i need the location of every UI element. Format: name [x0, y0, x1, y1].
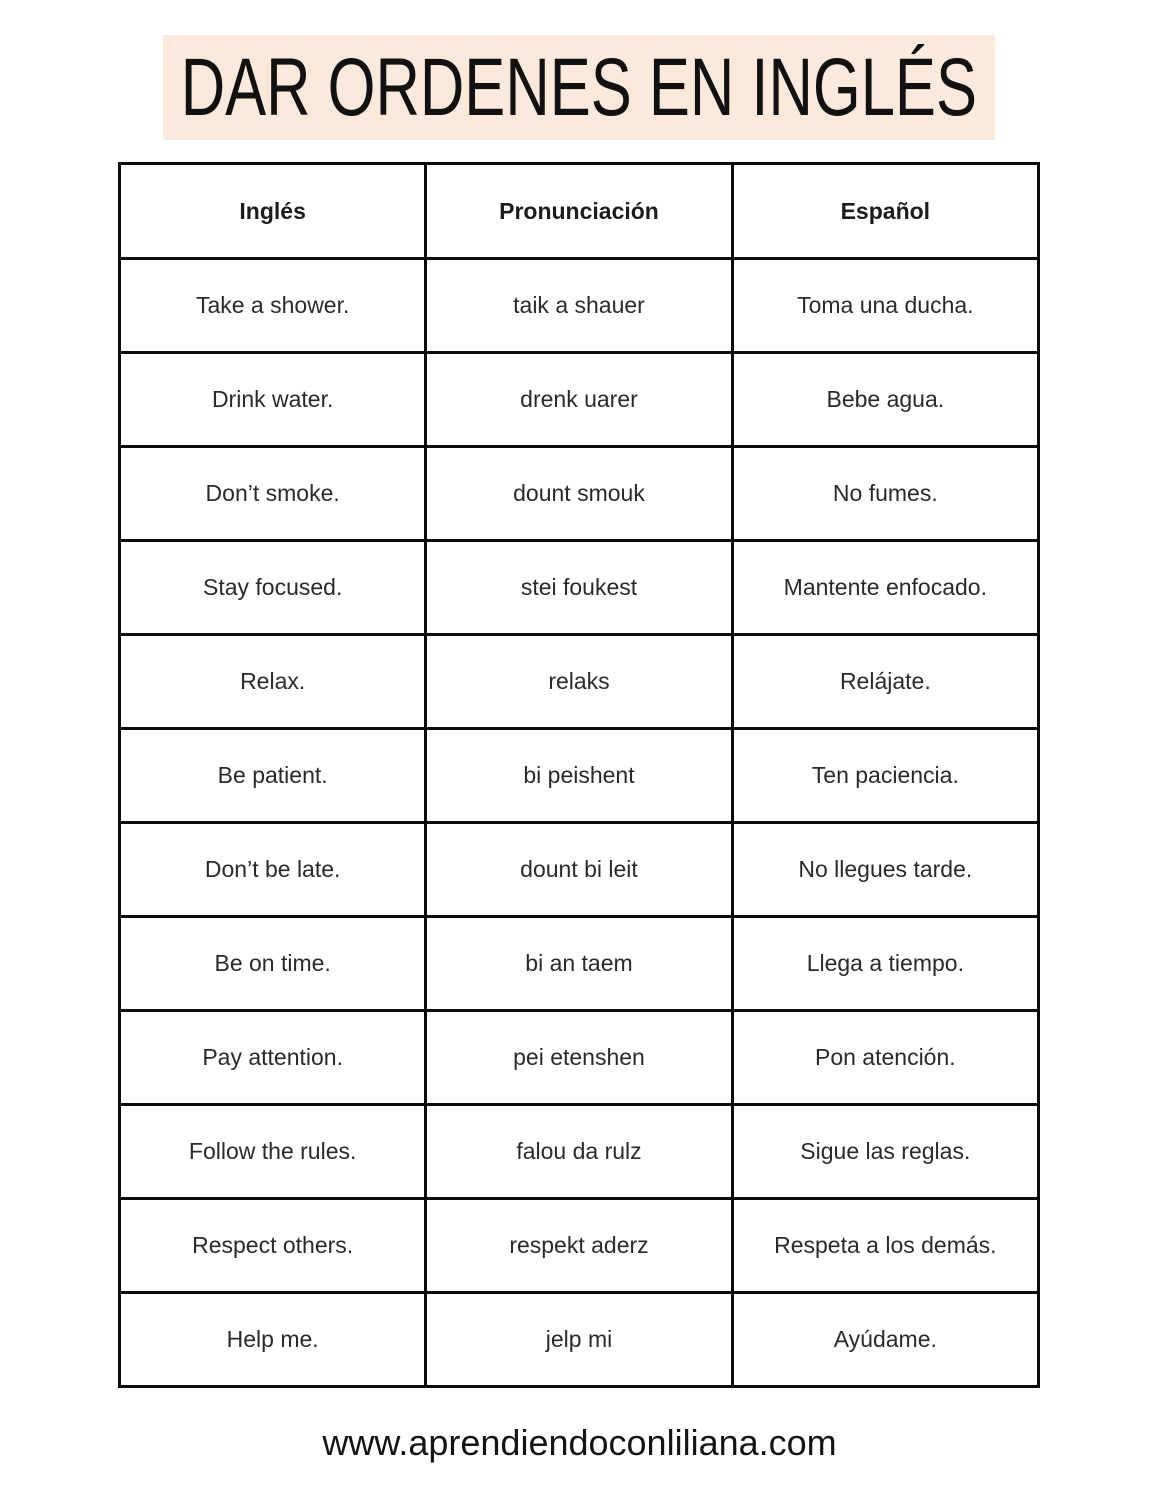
- table-row: [120, 635, 1039, 729]
- english-cell: Help me.: [120, 1293, 426, 1387]
- title-banner: [163, 35, 995, 140]
- table-row: [120, 1011, 1039, 1105]
- vocabulary-table: [118, 162, 1040, 1388]
- column-header-spanish: Español: [732, 164, 1038, 259]
- english-cell: Don’t be late.: [120, 823, 426, 917]
- table-row: [120, 1105, 1039, 1199]
- pronunciation-cell: stei foukest: [426, 541, 732, 635]
- pronunciation-cell: relaks: [426, 635, 732, 729]
- pronunciation-cell: taik a shauer: [426, 259, 732, 353]
- english-cell: Stay focused.: [120, 541, 426, 635]
- spanish-cell: Bebe agua.: [732, 353, 1038, 447]
- table-row: [120, 823, 1039, 917]
- table-row: [120, 917, 1039, 1011]
- table-row: [120, 729, 1039, 823]
- table-row: [120, 259, 1039, 353]
- spanish-cell: Respeta a los demás.: [732, 1199, 1038, 1293]
- footer: [0, 1422, 1159, 1464]
- spanish-cell: Relájate.: [732, 635, 1038, 729]
- pronunciation-cell: bi peishent: [426, 729, 732, 823]
- english-cell: Pay attention.: [120, 1011, 426, 1105]
- table-row: [120, 353, 1039, 447]
- table-header: [120, 164, 1039, 259]
- pronunciation-cell: pei etenshen: [426, 1011, 732, 1105]
- english-cell: Relax.: [120, 635, 426, 729]
- pronunciation-cell: bi an taem: [426, 917, 732, 1011]
- english-cell: Respect others.: [120, 1199, 426, 1293]
- spanish-cell: No fumes.: [732, 447, 1038, 541]
- table-row: [120, 447, 1039, 541]
- table-body: [120, 259, 1039, 1387]
- pronunciation-cell: drenk uarer: [426, 353, 732, 447]
- spanish-cell: No llegues tarde.: [732, 823, 1038, 917]
- pronunciation-cell: dount bi leit: [426, 823, 732, 917]
- table-row: [120, 1293, 1039, 1387]
- pronunciation-cell: jelp mi: [426, 1293, 732, 1387]
- table-header-row: [120, 164, 1039, 259]
- pronunciation-cell: dount smouk: [426, 447, 732, 541]
- english-cell: Take a shower.: [120, 259, 426, 353]
- spanish-cell: Sigue las reglas.: [732, 1105, 1038, 1199]
- pronunciation-cell: respekt aderz: [426, 1199, 732, 1293]
- spanish-cell: Mantente enfocado.: [732, 541, 1038, 635]
- table-row: [120, 541, 1039, 635]
- pronunciation-cell: falou da rulz: [426, 1105, 732, 1199]
- english-cell: Be patient.: [120, 729, 426, 823]
- column-header-english: Inglés: [120, 164, 426, 259]
- spanish-cell: Toma una ducha.: [732, 259, 1038, 353]
- spanish-cell: Ayúdame.: [732, 1293, 1038, 1387]
- spanish-cell: Pon atención.: [732, 1011, 1038, 1105]
- english-cell: Don’t smoke.: [120, 447, 426, 541]
- spanish-cell: Ten paciencia.: [732, 729, 1038, 823]
- english-cell: Follow the rules.: [120, 1105, 426, 1199]
- english-cell: Be on time.: [120, 917, 426, 1011]
- column-header-pronunciation: Pronunciación: [426, 164, 732, 259]
- footer-url: www.aprendiendoconliliana.com: [322, 1422, 837, 1463]
- spanish-cell: Llega a tiempo.: [732, 917, 1038, 1011]
- table-row: [120, 1199, 1039, 1293]
- page-title: DAR ORDENES EN INGLÉS: [180, 41, 978, 133]
- english-cell: Drink water.: [120, 353, 426, 447]
